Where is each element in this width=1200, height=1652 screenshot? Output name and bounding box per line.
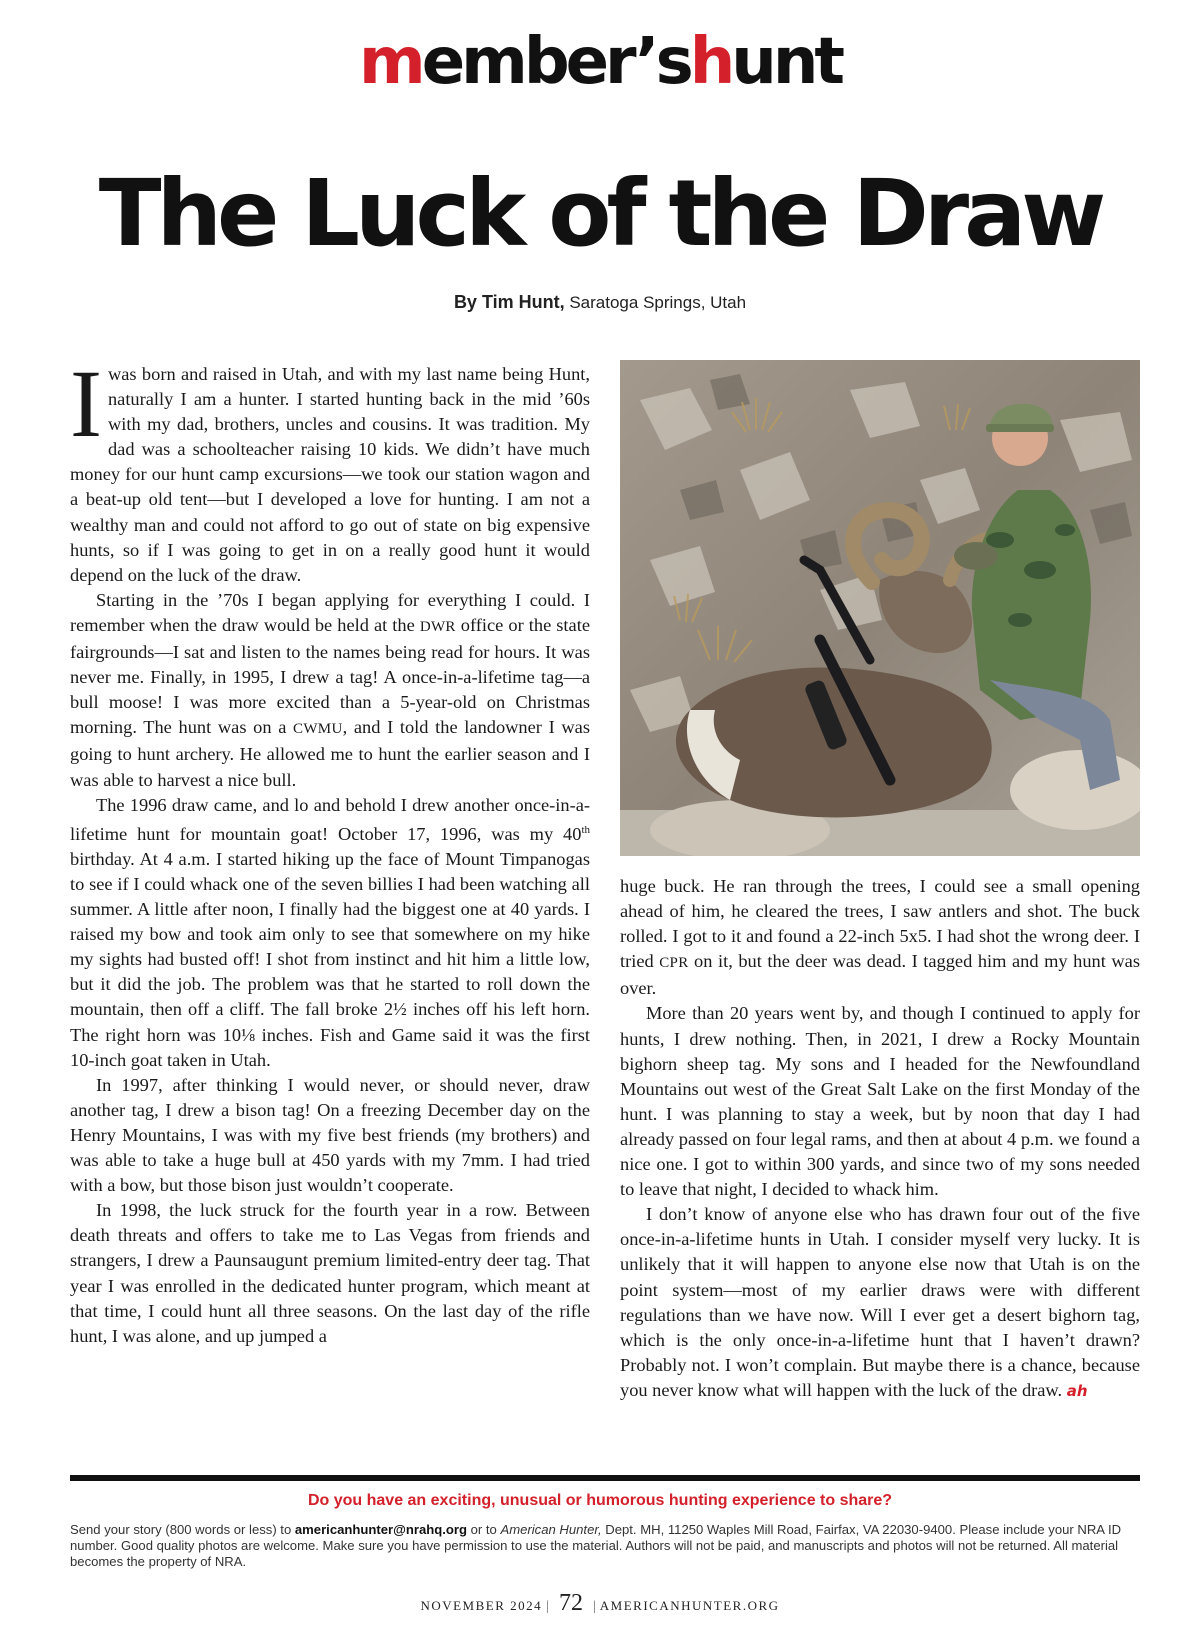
- article-column-right: [620, 874, 1140, 1434]
- byline-author: By Tim Hunt,: [453, 292, 565, 312]
- article-paragraph: huge buck. He ran through the trees, I could see a small opening ahead of him, he cleared the trees, I saw antlers and shot. The buck rolled. I got to it and found a 22-inch 5x5. I had shot the wrong deer. I tried CPR on it, but the deer was dead. I tagged him and my hunt was over.: [620, 876, 1140, 999]
- drop-cap: I: [70, 350, 102, 457]
- article-paragraph: Starting in the ’70s I began applying for everything I could. I remember when the draw would be held at the DWR office or the state fairgrounds—I sat and listen to the names being read for hours. It was never me. Finally, in 1995, I drew a tag! A once-in-a-lifetime tag—a bull moose! I was more excited than a 5-year-old on Christmas morning. The hunt was on a CWMU, and I told the landowner I was going to hunt archery. He allowed me to hunt the earlier season and I was able to harvest a nice bull.: [70, 589, 590, 790]
- byline-location: Saratoga Springs, Utah: [569, 293, 747, 312]
- article-paragraph: In 1998, the luck struck for the fourth year in a row. Between death threats and offers to take me to Las Vegas from friends and strangers, I drew a Paunsaugunt premium limited-entry deer tag. That year I was enrolled in the dedicated hunter program, which meant at that time, I could hunt all three seasons. On the last day of the rifle hunt, I was alone, and up jumped a: [70, 1200, 590, 1346]
- submission-prompt: Do you have an exciting, unusual or humorous hunting experience to share?: [307, 1492, 893, 1509]
- footer-divider: [70, 1475, 1140, 1481]
- article-title: The Luck of the Draw: [98, 160, 1102, 267]
- article-paragraph: I don’t know of anyone else who has drawn four out of the five once-in-a-lifetime hunts in Utah. I consider myself very lucky. It is unlikely that it will happen to anyone else now that Utah is on the point system—most of my earlier draws were with different regulations than we have now. Will I ever get a desert bighorn tag, which is the only once-in-a-lifetime hunt that I haven’t drawn? Probably not. I won’t complain. But maybe there is a chance, because you never know what will happen with the luck of the draw. ah: [620, 1204, 1140, 1400]
- page-folio: NOVEMBER 2024 | 72 | AMERICANHUNTER.ORG: [420, 1590, 780, 1616]
- folio-issue-date: NOVEMBER 2024: [420, 1598, 543, 1613]
- page-number: 72: [558, 1590, 583, 1616]
- article-paragraph: More than 20 years went by, and though I continued to apply for hunts, I drew nothing. Then, in 2021, I drew a Rocky Mountain bighorn sheep tag. My sons and I headed for the Newfoundland Mountains out west of the Great Salt Lake on the first Monday of the hunt. I was planning to stay a week, but by noon that day I had already passed on four legal rams, and then at about 4 p.m. we found a nice one. I got to within 300 yards, and since two of my sons needed to leave that night, I decided to whack him.: [620, 1003, 1140, 1200]
- folio-website[interactable]: AMERICANHUNTER.ORG: [599, 1598, 780, 1613]
- submission-instructions: Send your story (800 words or less) to americanhunter@nrahq.org or to American Hunter, Dept. MH, 11250 Waples Mill Road, Fairfax, VA 22030-9400. Please include your NRA ID number. Good quality photos are welcome. Make sure you have permission to use the material. Authors will not be paid, and manuscripts and photos will not be returned. All material becomes the property of NRA.: [70, 1522, 1122, 1569]
- end-mark-logo: ah: [1066, 1381, 1088, 1400]
- section-logo: member’shunt: [359, 25, 841, 99]
- hunter-ram-photo: [620, 360, 1140, 856]
- byline: [0, 292, 1200, 313]
- article-column-left: [70, 350, 590, 1432]
- article-paragraph: I was born and raised in Utah, and with my last name being Hunt, naturally I am a hunter. I started hunting back in the mid ’60s with my dad, brothers, uncles and cousins. It was tradition. My dad was a schoolteacher raising 10 kids. We didn’t have much money for our hunt camp excursions—we took our station wagon and a beat-up old tent—but I developed a love for hunting. I am not a wealthy man and could not afford to go out of state on big expensive hunts, so if I was going to get in on a really good hunt it would depend on the luck of the draw.: [70, 350, 590, 585]
- submission-email-link[interactable]: americanhunter@nrahq.org: [294, 1522, 467, 1537]
- article-paragraph: The 1996 draw came, and lo and behold I drew another once-in-a-lifetime hunt for mountain goat! October 17, 1996, was my 40th birthday. At 4 a.m. I started hiking up the face of Mount Timpanogas to see if I could whack one of the seven billies I had been watching all summer. A little after noon, I finally had the biggest one at 40 yards. I raised my bow and took aim only to see that somewhere on my hike my sights had busted off! I shot from instinct and hit him a little low, but it did the job. The problem was that he started to roll down the mountain, then off a cliff. The fall broke 2½ inches off his left horn. The right horn was 10⅛ inches. Fish and Game said it was the first 10-inch goat taken in Utah.: [70, 794, 590, 1070]
- article-paragraph: In 1997, after thinking I would never, or should never, draw another tag, I drew a bison tag! On a freezing December day on the Henry Mountains, I was with my five best friends (my brothers) and was able to take a huge bull at 450 yards with my 7mm. I had tried with a bow, but those bison just wouldn’t cooperate.: [70, 1074, 590, 1196]
